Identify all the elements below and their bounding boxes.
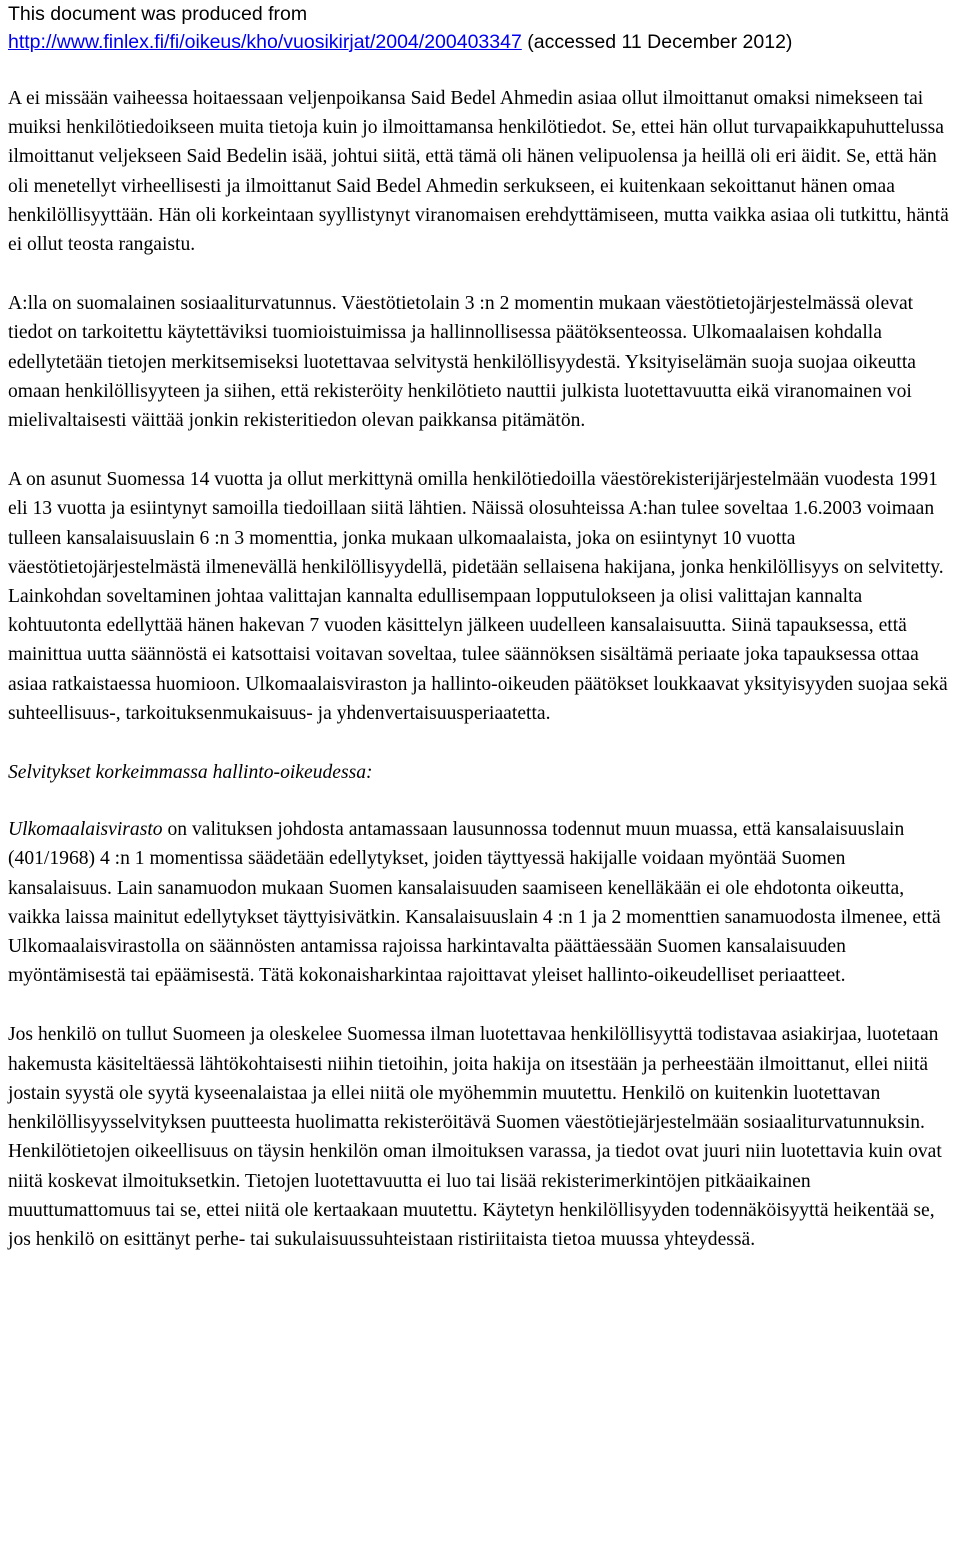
source-header [8, 0, 954, 56]
paragraph-5: Jos henkilö on tullut Suomeen ja oleskelee Suomessa ilman luotettavaa henkilöllisyyttä todistavaa asiakirjaa, luotetaan hakemusta käsiteltäessä lähtökohtaisesti niihin tietoihin, joita hakija on itsestään ja perheestään ilmoittanut, ellei niitä jostain syystä ole syytä kyseenalaistaa ja ellei niitä ole myöhemmin muutettu. Henkilö on kuitenkin luotettavan henkilöllisyysselvityksen puutteesta huolimatta rekisteröitävä Suomen väestötiejärjestelmään sosiaaliturvatunnuksin. Henkilötietojen oikeellisuus on täysin henkilön oman ilmoituksen varassa, ja tiedot ovat juuri niin luotettavia kuin ovat niitä koskevat ilmoituksetkin. Tietojen luotettavuutta ei luo tai lisää rekisterimerkintöjen pitkäaikainen muuttumattomuus tai se, ettei niitä ole kertaakaan muutettu. Käytetyn henkilöllisyyden todennäköisyyttä heikentää se, jos henkilö on esittänyt perhe- tai sukulaisuussuhteistaan ristiriitaista tietoa muussa yhteydessä. [8, 1024, 942, 1250]
source-link-line [8, 28, 954, 56]
paragraph-3: A on asunut Suomessa 14 vuotta ja ollut merkittynä omilla henkilötiedoilla väestörekisterijärjestelmään vuodesta 1991 eli 13 vuotta ja esiintynyt samoilla tiedoillaan siitä lähtien. Näissä olosuhteissa A:han tulee soveltaa 1.6.2003 voimaan tulleen kansalaisuuslain 6 :n 3 momenttia, jonka mukaan ulkomaalaista, joka on esiintynyt 10 vuotta väestötietojärjestelmästä ilmenevällä henkilöllisyydellä, pidetään sellaisena hakijana, jonka henkilöllisyys on selvitetty. Lainkohdan soveltaminen johtaa valittajan kannalta edullisempaan lopputulokseen ja olisi valittajan kannalta kohtuutonta edellyttää hänen hakevan 7 vuoden käsittelyn jälkeen uudelleen kansalaisuutta. Siinä tapauksessa, että mainittua uutta säännöstä ei katsottaisi voitavan soveltaa, tulee säännöksen sisältämä periaate joka tapauksessa ottaa asiaa ratkaistaessa huomioon. Ulkomaalaisviraston ja hallinto-oikeuden päätökset loukkaavat yksityisyyden suojaa sekä suhteellisuus-, tarkoituksenmukaisuus- ja yhdenvertaisuusperiaatetta. [8, 469, 948, 724]
paragraph-2: A:lla on suomalainen sosiaaliturvatunnus. Väestötietolain 3 :n 2 momentin mukaan väestötietojärjestelmässä olevat tiedot on tarkoitettu käytettäviksi tuomioistuimissa ja hallinnollisessa päätöksenteossa. Ulkomaalaisen kohdalla edellytetään tietojen merkitsemiseksi luotettavaa selvitystä henkilöllisyydestä. Yksityiselämän suoja suojaa oikeutta omaan henkilöllisyyteen ja siihen, että rekisteröity henkilötieto nauttii julkista luotettavuutta eikä viranomainen voi mielivaltaisesti väittää jonkin rekisteritiedon olevan paikkansa pitämätön. [8, 293, 916, 432]
paragraph-4 [8, 815, 954, 990]
source-link[interactable]: http://www.finlex.fi/fi/oikeus/kho/vuosikirjat/2004/200403347 [8, 31, 522, 53]
paragraph-1: A ei missään vaiheessa hoitaessaan veljenpoikansa Said Bedel Ahmedin asiaa ollut ilmoittanut omaksi nimekseen tai muiksi henkilötiedoikseen muita tietoja kuin jo ilmoittamansa henkilötiedot. Se, ettei hän ollut turvapaikkapuhuttelussa ilmoittanut veljekseen Said Bedelin isää, johtui siitä, että tämä oli hänen velipuolensa ja heillä oli eri äidit. Se, että hän oli menetellyt virheellisesti ja ilmoittanut Said Bedel Ahmedin serkukseen, ei kuitenkaan sekoittanut hänen omaa henkilöllisyyttään. Hän oli korkeintaan syyllistynyt viranomaisen erehdyttämiseen, mutta vaikka asiaa oli tutkittu, häntä ei ollut teosta rangaistu. [8, 88, 949, 256]
source-line: This document was produced from [8, 3, 308, 25]
section-heading: Selvitykset korkeimmassa hallinto-oikeudessa: [8, 762, 373, 784]
accessed-date: (accessed 11 December 2012) [521, 31, 793, 53]
agency-name: Ulkomaalaisvirasto [8, 819, 163, 841]
paragraph-4-text: on valituksen johdosta antamassaan lausunnossa todennut muun muassa, että kansalaisuuslain (401/1968) 4 :n 1 momentissa säädetään edellytykset, joiden täyttyessä hakijalle voidaan myöntää Suomen kansalaisuus. Lain sanamuodon mukaan Suomen kansalaisuuden saamiseen kenelläkään ei ole ehdotonta oikeutta, vaikka laissa mainitut edellytykset täyttyisivätkin. Kansalaisuuslain 4 :n 1 ja 2 momenttien sanamuodosta ilmenee, että Ulkomaalaisvirastolla on säännösten antamissa rajoissa harkintavalta päättäessään Suomen kansalaisuuden myöntämisestä tai epäämisestä. Tätä kokonaisharkintaa rajoittavat yleiset hallinto-oikeudelliset periaatteet. [8, 819, 941, 987]
